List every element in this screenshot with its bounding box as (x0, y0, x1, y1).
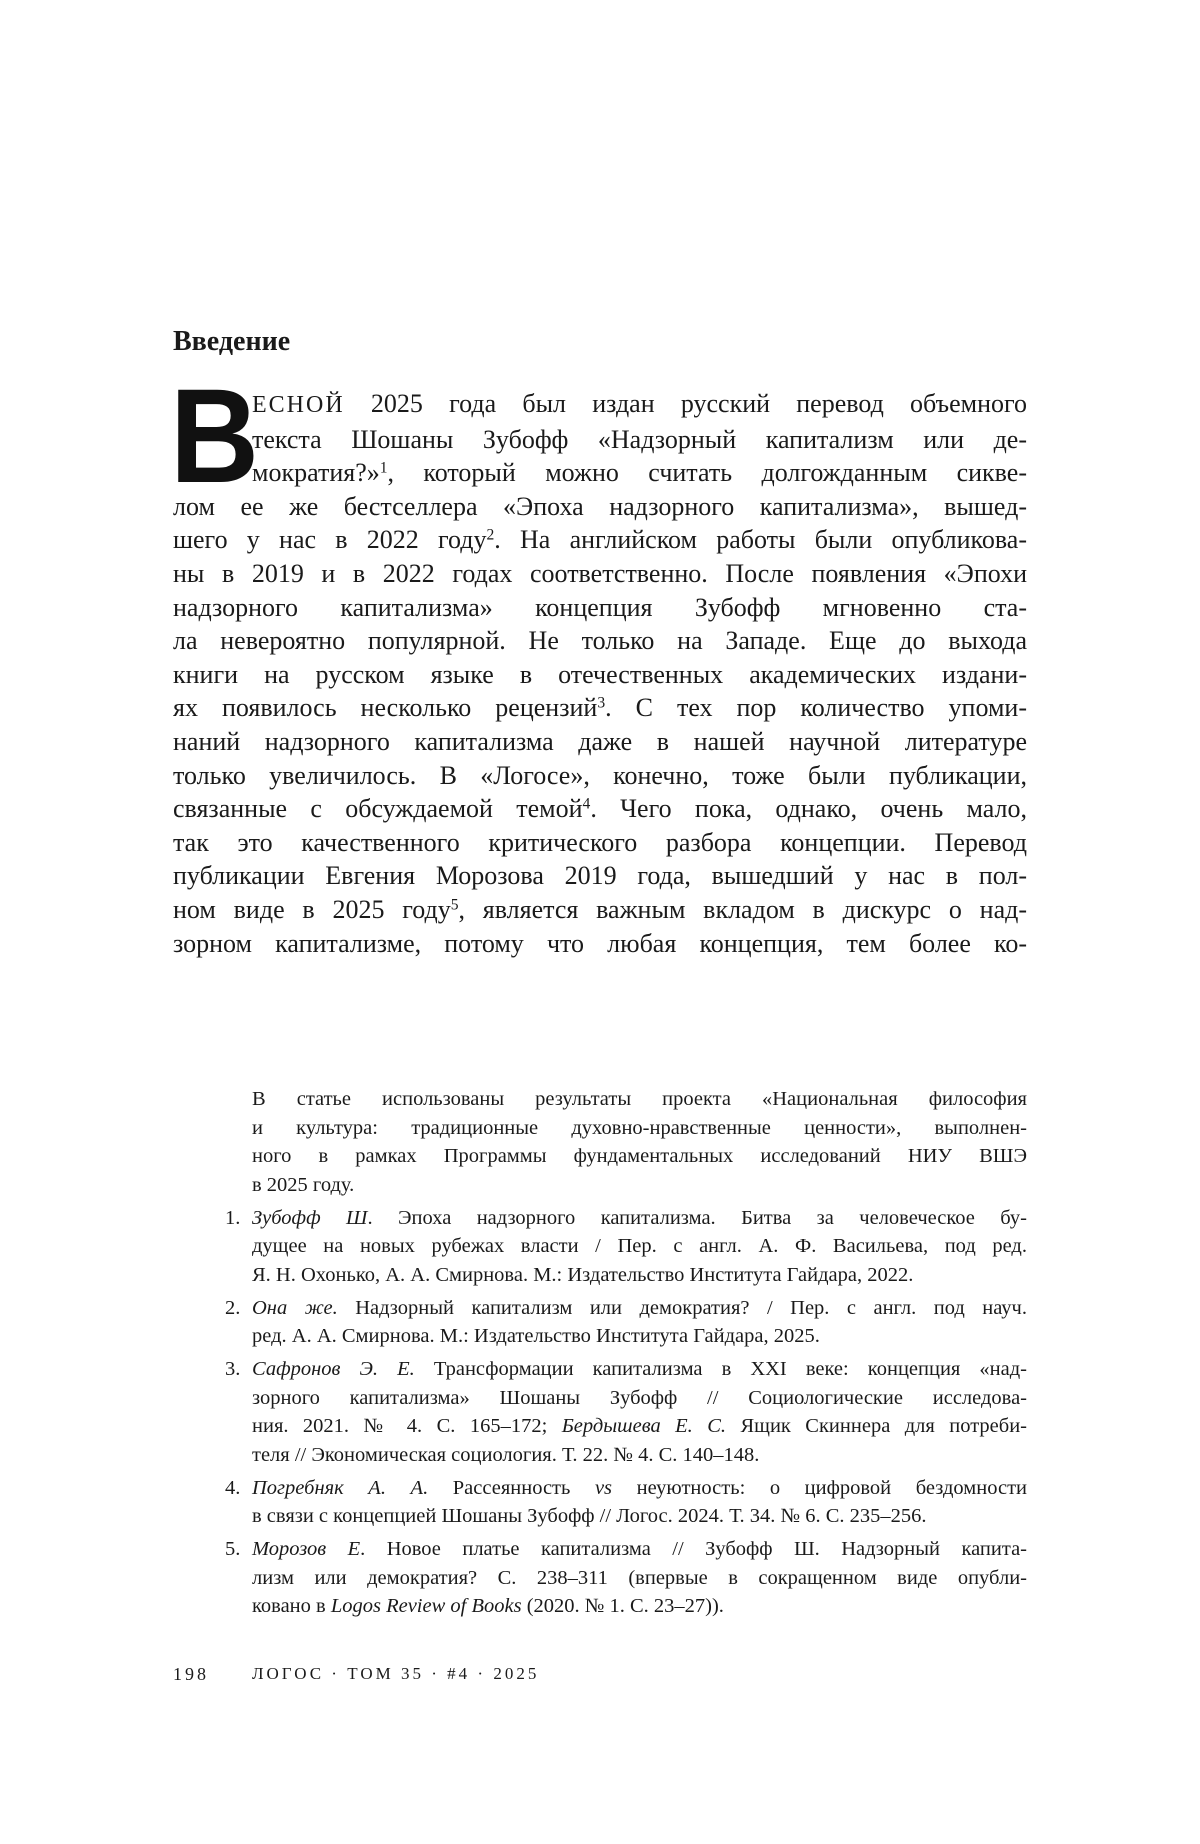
italic-text: Зубофф Ш (252, 1206, 368, 1229)
text-line (252, 1355, 1027, 1384)
text-line (173, 792, 1027, 826)
text-segment: публикации Евгения Морозова 2019 года, вышедший у нас в пол- (173, 861, 1027, 891)
text-segment: наний надзорного капитализма даже в нашей научной литературе (173, 726, 1027, 756)
footnote (225, 1294, 1027, 1351)
section-heading: Введение (173, 326, 291, 357)
text-segment: теля // Экономическая социология. Т. 22. № 4. С. 140–148. (252, 1443, 760, 1466)
text-line (252, 1171, 1027, 1200)
footnote-number: 2. (225, 1296, 241, 1319)
text-segment: зорного капитализма» Шошаны Зубофф // Социологические исследова- (252, 1386, 1027, 1409)
text-line (173, 490, 1027, 524)
text-line (173, 826, 1027, 860)
text-segment: . С тех пор количество упоми- (605, 693, 1027, 723)
footnote (225, 1204, 1027, 1290)
footnote-number: 4. (225, 1476, 241, 1499)
text-line (252, 1294, 1027, 1323)
footnote-ref: 4 (582, 795, 591, 813)
text-line (252, 1592, 1027, 1621)
footnote-number: 1. (225, 1206, 241, 1229)
text-segment: Надзорный капитализм или демократия? / Пер. с англ. под науч. (337, 1296, 1027, 1319)
text-segment: ного в рамках Программы фундаментальных исследований НИУ ВШЭ (252, 1145, 1027, 1167)
text-segment: и культура: традиционные духовно-нравственные ценности», выполнен- (252, 1116, 1027, 1139)
text-line (173, 456, 1027, 490)
text-line (173, 523, 1027, 557)
text-segment: . На английском работы были опубликова- (494, 525, 1027, 555)
text-line (252, 1384, 1027, 1413)
text-line (173, 927, 1027, 961)
text-segment: лом ее же бестселлера «Эпоха надзорного капитализма», вышед- (173, 491, 1027, 521)
footnote-ref: 5 (450, 896, 459, 914)
italic-text: Морозов Е (252, 1538, 361, 1560)
text-line (173, 423, 1027, 457)
footnote-ref: 3 (597, 694, 606, 712)
text-line (173, 557, 1027, 591)
text-segment: ковано в (252, 1595, 331, 1617)
page-footer (173, 1664, 540, 1685)
text-segment: неуютность: о цифровой бездомности (612, 1476, 1027, 1499)
italic-text: Она же. (252, 1296, 338, 1319)
text-segment: шего у нас в 2022 году (173, 525, 487, 555)
text-line (252, 1232, 1027, 1261)
text-segment: мократия?» (252, 458, 380, 488)
text-segment: , который можно считать долгожданным сикве- (387, 458, 1027, 488)
text-line (173, 624, 1027, 658)
text-line (173, 759, 1027, 793)
footnotes (225, 1085, 1027, 1625)
text-line (252, 1204, 1027, 1233)
journal-running-title: ЛОГОС · ТОМ 35 · #4 · 2025 (252, 1664, 540, 1683)
footnote-number: 3. (225, 1358, 241, 1380)
text-line (252, 1535, 1027, 1564)
footnote (225, 1355, 1027, 1469)
text-line (173, 658, 1027, 692)
text-segment: ны в 2019 и в 2022 годах соответственно. После появления «Эпохи (173, 558, 1027, 588)
text-line (252, 1261, 1027, 1290)
text-segment: В статье использованы результаты проекта «Национальная философия (252, 1088, 1027, 1110)
text-segment: ния. 2021. № 4. С. 165–172; (252, 1415, 562, 1437)
page-number: 198 (173, 1664, 209, 1684)
italic-text: Погребняк А. А. (252, 1476, 429, 1499)
text-line (252, 1502, 1027, 1531)
text-segment: только увеличилось. В «Логосе», конечно, тоже были публикации, (173, 760, 1027, 790)
text-line (173, 725, 1027, 759)
footnote-ref: 2 (486, 526, 495, 544)
italic-text: vs (594, 1476, 613, 1499)
italic-text: Logos Review of Books (330, 1595, 522, 1617)
text-segment: Рассеянность (428, 1476, 595, 1499)
text-line (173, 387, 1027, 423)
text-segment: связанные с обсуждаемой темой (173, 794, 583, 824)
footnote-ref: 1 (379, 459, 388, 477)
text-segment: в связи с концепцией Шошаны Зубофф // Логос. 2024. Т. 34. № 6. С. 235–256. (252, 1505, 927, 1527)
text-line (252, 1474, 1027, 1503)
text-segment: текста Шошаны Зубофф «Надзорный капитализм или де- (252, 424, 1027, 454)
text-segment: . Эпоха надзорного капитализма. Битва за человеческое бу- (367, 1206, 1027, 1229)
text-segment: , является важным вкладом в дискурс о над- (458, 894, 1027, 924)
text-segment: (2020. № 1. С. 23–27)). (521, 1595, 724, 1617)
drop-cap: В (170, 362, 260, 511)
text-line (173, 893, 1027, 927)
text-segment: лизм или демократия? С. 238–311 (впервые в сокращенном виде опубли- (252, 1566, 1027, 1589)
text-segment: Я. Н. Охонько, А. А. Смирнова. М.: Издательство Института Гайдара, 2022. (252, 1263, 914, 1286)
text-segment: дущее на новых рубежах власти / Пер. с англ. А. Ф. Васильева, под ред. (252, 1235, 1027, 1257)
text-segment: 2025 года был издан русский перевод объемного (344, 389, 1027, 418)
footnote (225, 1535, 1027, 1621)
text-segment: ном виде в 2025 году (173, 894, 451, 924)
footnote (225, 1474, 1027, 1531)
text-segment: надзорного капитализма» концепция Зубофф мгновенно ста- (173, 592, 1027, 622)
text-segment: в 2025 году. (252, 1173, 355, 1196)
text-line (252, 1412, 1027, 1441)
text-segment: так это качественного критического разбора концепции. Перевод (173, 827, 1027, 857)
text-line (252, 1441, 1027, 1470)
text-line (252, 1142, 1027, 1171)
text-line (252, 1085, 1027, 1114)
text-segment: . Новое платье капитализма // Зубофф Ш. Надзорный капита- (360, 1538, 1027, 1560)
italic-text: Бердышева Е. С. (561, 1415, 727, 1437)
text-segment: книги на русском языке в отечественных академических издани- (173, 659, 1027, 689)
footnote-number: 5. (225, 1538, 241, 1560)
text-segment: . Чего пока, однако, очень мало, (590, 794, 1028, 824)
footnote (252, 1085, 1027, 1199)
text-line (252, 1114, 1027, 1143)
text-segment: зорном капитализме, потому что любая концепция, тем более ко- (173, 928, 1027, 958)
text-segment: ред. А. А. Смирнова. М.: Издательство Института Гайдара, 2025. (252, 1325, 820, 1347)
text-segment: ла невероятно популярной. Не только на Западе. Еще до выхода (173, 626, 1027, 656)
text-line (173, 859, 1027, 893)
text-segment: ях появилось несколько рецензий (173, 693, 598, 723)
text-line (252, 1564, 1027, 1593)
text-line (173, 691, 1027, 725)
body-text (173, 387, 1027, 960)
text-segment: Трансформации капитализма в XXI веке: концепция «над- (414, 1358, 1027, 1380)
small-caps-text: ЕСНОЙ (252, 392, 345, 418)
text-line (173, 591, 1027, 625)
text-segment: Ящик Скиннера для потреби- (726, 1415, 1027, 1437)
text-line (252, 1322, 1027, 1351)
italic-text: Сафронов Э. Е. (252, 1358, 415, 1380)
